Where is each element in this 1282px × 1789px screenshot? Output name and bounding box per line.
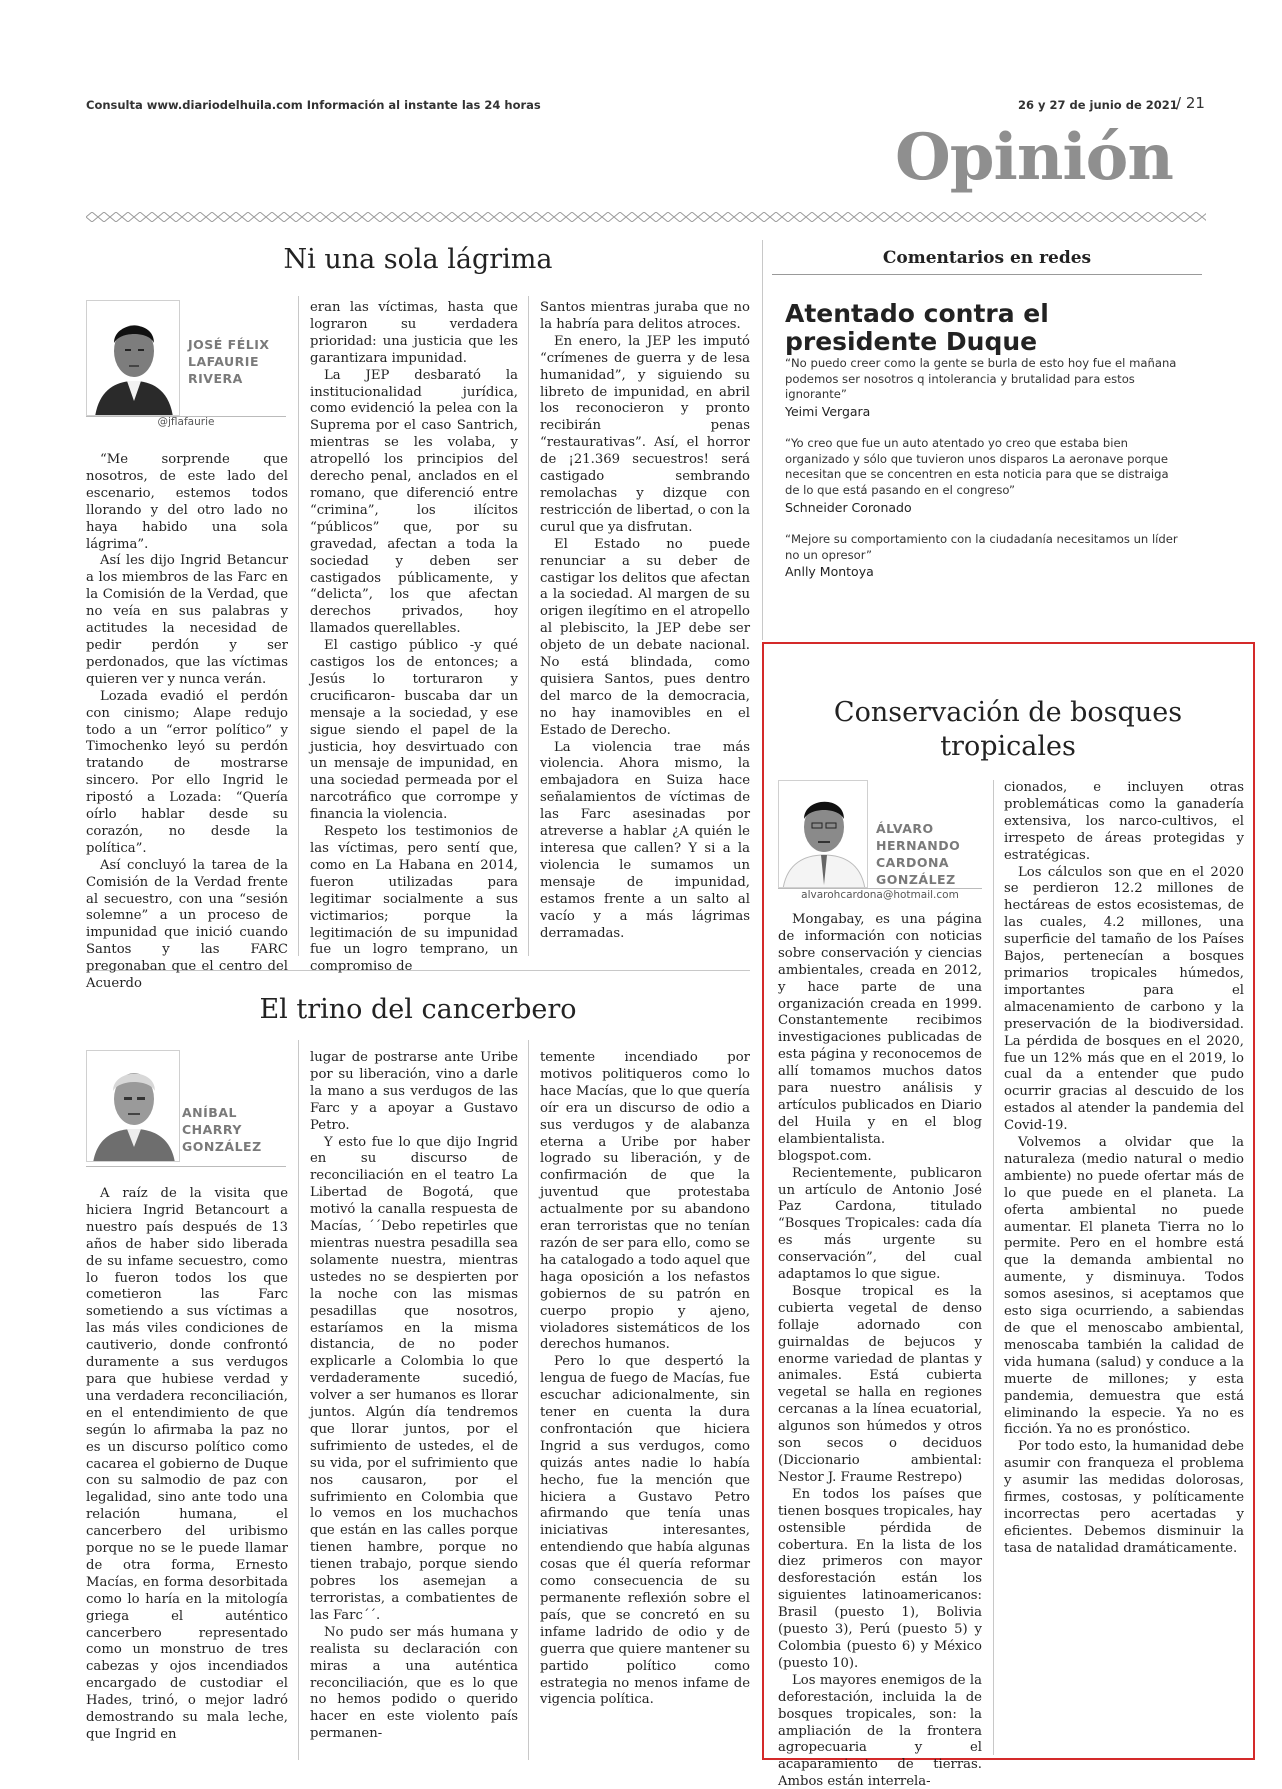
paragraph: cionados, e incluyen otras problemáticas como la ganadería extensiva, los narco-cultivos, el irrespeto de áreas protegidas y estratégicas. bbox=[1004, 780, 1244, 863]
author-email: alvarohcardona@hotmail.com bbox=[801, 889, 959, 901]
article-column bbox=[86, 452, 288, 993]
author-portrait-icon bbox=[779, 781, 868, 888]
paragraph: Bosque tropical es la cubierta vegetal de denso follaje adornado con guirnaldas de bejucos y enorme variedad de plantas y animales. Está cubierta vegetal se halla en regiones cercanas a la línea ecuatorial, algunos son húmedos y otros son secos o deciduos (Diccionario ambiental: Nestor J. Fraume Restrepo) bbox=[778, 1283, 982, 1485]
paragraph: A raíz de la visita que hiciera Ingrid Betancourt a nuestro país después de 13 años de haber sido liberada de su infame secuestro, como lo fueron todos los que cometieron las Farc sometiendo a sus víctimas a las más viles condiciones de cautiverio, donde confrontó duramente a sus verdugos para que hubiese verdad y una verdadera reconciliación, en el entendimiento de que según lo afirmaba la paz no es un discurso político como cacarea el gobierno de Duque con su salmodio de paz con legalidad, sino ante todo una relación humana, el cancerbero del uribismo porque no se le puede llamar de otra forma, Ernesto Macías, en forma desorbitada como lo haría en la mitología griega el auténtico cancerbero representado como un monstruo de tres cabezas y ojos incendiados encargado de custodiar el Hades, trinó, o mejor ladró demostrando su mala leche, que Ingrid en bbox=[86, 1186, 288, 1742]
paragraph: En enero, la JEP les imputó “crímenes de guerra y de lesa humanidad”, y siguiendo su libreto de impunidad, en abril los reconocieron y pronto recibirán penas “restaurativas”. Así, el horror de ¡21.369 secuestros! será castigado sembrando remolachas y dizque con restricción de libertad, o con la curul que ya disfrutan. bbox=[540, 333, 750, 535]
paragraph: Santos mientras juraba que no la habría para delitos atroces. bbox=[540, 300, 750, 332]
comment-author: Yeimi Vergara bbox=[785, 404, 871, 419]
paragraph: “Me sorprende que nosotros, de este lado del escenario, estemos todos llorando y del otro lado no haya habido una sola lágrima”. bbox=[86, 452, 288, 552]
comment-text: “No puedo creer como la gente se burla de esto hoy fue el mañana podemos ser nosotros q intolerancia y brutalidad para estos ignorante” bbox=[785, 356, 1177, 401]
comments-headline: Atentado contra el presidente Duque bbox=[785, 299, 1049, 356]
paragraph: La violencia trae más violencia. Ahora mismo, la embajadora en Suiza hace señalamientos de víctimas de las Farc asesinadas por atreverse a hablar ¿A quién le interesa que callen? Y si a la violencia le sumamos un mensaje de impunidad, estamos frente a un salto al vacío y a más lágrimas derramadas. bbox=[540, 739, 750, 941]
author-name-line: HERNANDO bbox=[876, 838, 961, 853]
article-column bbox=[86, 1186, 288, 1744]
author-name-line: LAFAURIE bbox=[188, 354, 259, 369]
author-name-line: CHARRY bbox=[182, 1122, 242, 1137]
column-divider bbox=[298, 296, 299, 956]
author-name-line: ANÍBAL bbox=[182, 1105, 237, 1120]
author-portrait-icon bbox=[87, 301, 180, 416]
header-website-line: Consulta www.diariodelhuila.com Información al instante las 24 horas bbox=[86, 98, 541, 112]
article-column bbox=[778, 912, 982, 1789]
author-name-line: JOSÉ FÉLIX bbox=[188, 337, 270, 352]
author-photo bbox=[86, 1050, 180, 1162]
article-title-line: Conservación de bosques bbox=[833, 697, 1183, 728]
paragraph: El castigo público -y qué castigos los de entonces; a Jesús lo torturaron y crucificaron- buscaba dar un mensaje a la sociedad, y ese sigue siendo el papel de la justicia, hoy desvirtuado con un mensaje de impunidad, en una sociedad permeada por el narcotráfico que corrompe y financia la violencia. bbox=[310, 638, 518, 823]
header-date: 26 y 27 de junio de 2021 bbox=[1018, 98, 1178, 112]
paragraph: Así concluyó la tarea de la Comisión de la Verdad frente al secuestro, con una “sesión solemne” a un proceso de impunidad que inició cuando Santos y las FARC pregonaban que el centro del Acuerdo bbox=[86, 857, 288, 992]
comment-text: “Mejore su comportamiento con la ciudadanía necesitamos un líder no un opresor” bbox=[785, 532, 1178, 562]
paragraph: Los cálculos son que en el 2020 se perdieron 12.2 millones de hectáreas de estos ecosistemas, de las cuales, 4.2 millones, una superficie del tamaño de los Países Bajos, pertenecían a bosques primarios tropicales húmedos, importantes para el almacenamiento de carbono y la preservación de la biodiversidad. La pérdida de bosques en el 2020, fue un 12% más que en el 2019, lo cual da a entender que pudo ocurrir gracias al descuido de los estados al atender la pandemia del Covid-19. bbox=[1004, 864, 1244, 1134]
paragraph: Y esto fue lo que dijo Ingrid en su discurso de reconciliación en el teatro La Libertad de Bogotá, que motivó la canalla respuesta de Macías, ´´Debo repetirles que mientras nuestra pesadilla sea solamente nuestra, mientras ustedes no se despierten por la noche con las mismas pesadillas que nosotros, estaríamos en la misma distancia, de no poder explicarle a Colombia lo que verdaderamente sucedió, volver a ser humanos es llorar juntos. Algún día tendremos que llorar juntos, por el sufrimiento de ustedes, el de su vida, por el sufrimiento que nos causaron, por el sufrimiento en Colombia que lo vemos en los muchachos que están en las calles porque tienen hambre, porque no tienen trabajo, porque siendo pobres los asemejan a terroristas, a combatientes de las Farc´´. bbox=[310, 1134, 518, 1623]
paragraph: temente incendiado por motivos politiqueros como lo hace Macías, que lo que quería oír era un discurso de odio a sus verdugos y de alabanza eterna a Uribe por haber logrado su liberación, y de confirmación de que la juventud que protestaba actualmente por su abandono eran terroristas que no tenían razón de ser para ello, como se ha catalogado a todo aquel que haga oposición a los nefastos gobiernos de su patrón en cuerpo propio y ajeno, violadores sistemáticos de los derechos humanos. bbox=[540, 1050, 750, 1353]
header-divider-pattern bbox=[86, 212, 1206, 222]
article-column bbox=[310, 1050, 518, 1743]
comments-title-rule bbox=[772, 274, 1202, 275]
author-name-line: CARDONA bbox=[876, 855, 950, 870]
paragraph: En todos los países que tienen bosques tropicales, hay ostensible pérdida de cobertura. En la lista de los diez primeros con mayor desforestación están los siguientes latinoamericanos: Brasil (puesto 1), Bolivia (puesto 3), Perú (puesto 5) y Colombia (puesto 6) y México (puesto 10). bbox=[778, 1486, 982, 1671]
paragraph: Los mayores enemigos de la deforestación, incluida la de bosques tropicales, son: la ampliación de la frontera agropecuaria y el acaparamiento de tierras. Ambos están interrela- bbox=[778, 1672, 982, 1789]
paragraph: El Estado no puede renunciar a su deber de castigar los delitos que afectan a la sociedad. Al margen de su origen ilegítimo en el atropello al plebiscito, la JEP debe ser objeto de un debate nacional. No está blindada, como quisiera Santos, pues dentro del marco de la democracia, no hay inamovibles en el Estado de Derecho. bbox=[540, 536, 750, 738]
paragraph: eran las víctimas, hasta que lograron su verdadera prioridad: una justicia que les garantizara impunidad. bbox=[310, 300, 518, 366]
author-rule bbox=[86, 1166, 286, 1167]
column-divider bbox=[762, 240, 763, 640]
comment-author: Anlly Montoya bbox=[785, 564, 874, 579]
paragraph: lugar de postrarse ante Uribe por su liberación, vino a darle la mano a sus verdugos de las Farc y a apoyar a Gustavo Petro. bbox=[310, 1050, 518, 1133]
column-divider bbox=[528, 296, 529, 956]
paragraph: Respeto los testimonios de las víctimas, pero sentí que, como en La Habana en 2014, fueron utilizadas para legitimar socialmente a sus victimarios; porque la legitimación de su impunidad fue un logro temprano, un compromiso de bbox=[310, 824, 518, 975]
author-portrait-icon bbox=[87, 1051, 180, 1162]
paragraph: Volvemos a olvidar que la naturaleza (medio natural o medio ambiente) no puede ofertar más de lo que puede en el planeta. La oferta ambiental no puede aumentar. El planeta Tierra no lo permite. Pero en el hombre está que la demanda ambiental no aumente, y disminuya. Todos somos asesinos, si aceptamos que esto siga ocurriendo, a sabiendas de que el menoscabo ambiental, menoscaba también la calidad de vida humana (salud) y conduce a la muerte de millones; y esta pandemia, demuestra que está eliminando la especie. Ya no es ficción. Ya no es pronóstico. bbox=[1004, 1135, 1244, 1438]
article-column bbox=[540, 300, 750, 942]
paragraph: Recientemente, publicaron un artículo de Antonio José Paz Cardona, titulado “Bosques Tropicales: cada día es más urgente su conservación”, del cual adaptamos lo que sigue. bbox=[778, 1165, 982, 1283]
paragraph: Mongabay, es una página de información con noticias sobre conservación y ciencias ambientales, creada en 2012, y hace parte de una organización creada en 1999. Constantemente recibimos investigaciones publicadas de esta página y reconocemos de allí tomamos muchos datos para nuestro análisis y artículos publicados en Diario del Huila y en el blog elambientalista. blogspot.com. bbox=[778, 912, 982, 1164]
paragraph: Así les dijo Ingrid Betancur a los miembros de las Farc en la Comisión de la Verdad, que no veía en sus palabras y actitudes la necesidad de pedir perdón y ser perdonados, que las víctimas quieren ver y nunca verán. bbox=[86, 553, 288, 687]
author-handle: @jflafaurie bbox=[157, 416, 215, 428]
article-column bbox=[310, 300, 518, 976]
paragraph: La JEP desbarató la institucionalidad jurídica, como evidenció la pelea con la Suprema por el caso Santrich, mientras se les volaba, y atropelló los principios del derecho penal, anclados en el romano, que diferenció entre “crimina”, los ilícitos “públicos” que, por su gravedad, afectan a toda la sociedad y deben ser castigados públicamente, y “delicta”, los que afectan derechos privados, hoy llamados querellables. bbox=[310, 367, 518, 637]
article-column bbox=[540, 1050, 750, 1709]
comments-section-title: Comentarios en redes bbox=[882, 248, 1092, 268]
author-name-line: GONZÁLEZ bbox=[876, 872, 956, 887]
article-title: Ni una sola lágrima bbox=[283, 244, 553, 275]
author-photo bbox=[86, 300, 180, 416]
author-name bbox=[188, 336, 270, 387]
author-name-line: ÁLVARO bbox=[876, 821, 934, 836]
author-name-line: GONZÁLEZ bbox=[182, 1139, 262, 1154]
article-title-line: tropicales bbox=[940, 731, 1076, 762]
header-page-number: / 21 bbox=[1176, 94, 1205, 112]
paragraph: No pudo ser más humana y realista su declaración con miras a una auténtica reconciliación, que es lo que no hemos podido o querido hacer en este violento país permanen- bbox=[310, 1624, 518, 1742]
article-column bbox=[1004, 780, 1244, 1558]
comment-text: “Yo creo que fue un auto atentado yo creo que estaba bien organizado y sólo que tuvieron unos disparos La aeronave porque necesitan que se concentren en esta noticia para que se distraiga de lo que está pasando en el congreso” bbox=[785, 436, 1169, 497]
column-divider bbox=[528, 1040, 529, 1760]
article-title bbox=[772, 696, 1244, 764]
author-name bbox=[876, 820, 960, 888]
author-name-line: RIVERA bbox=[188, 371, 243, 386]
author-name bbox=[182, 1104, 262, 1155]
section-title: Opinión bbox=[895, 120, 1173, 195]
column-divider bbox=[298, 1040, 299, 1760]
comment-author: Schneider Coronado bbox=[785, 500, 912, 515]
paragraph: Pero lo que despertó la lengua de fuego de Macías, fue escuchar adicionalmente, sin tener en cuenta la dura confrontación que hiciera Ingrid a sus verdugos, como quizás antes nadie lo había hecho, fue la mención que hiciera a Gustavo Petro afirmando que tenía unas iniciativas interesantes, entendiendo que había algunas cosas que él quería reformar como consecuencia de su permanente reflexión sobre el país, que se concretó en su infame ladrido de odio y de guerra que quiere mantener su partido político como estrategia no menos infame de vigencia política. bbox=[540, 1354, 750, 1708]
paragraph: Por todo esto, la humanidad debe asumir con franqueza el problema y asumir las medidas dolorosas, firmes, costosas, y políticamente incorrectas pero acertadas y eficientes. Debemos disminuir la tasa de natalidad dramáticamente. bbox=[1004, 1439, 1244, 1556]
paragraph: Lozada evadió el perdón con cinismo; Alape redujo todo a un “error político” y Timochenko leyó su perdón tratando de mostrarse sincero. Por ello Ingrid le ripostó a Lozada: “Quería oírlo hablar desde su corazón, no desde la política”. bbox=[86, 688, 288, 856]
author-photo bbox=[778, 780, 868, 888]
article-title: El trino del cancerbero bbox=[259, 994, 577, 1025]
